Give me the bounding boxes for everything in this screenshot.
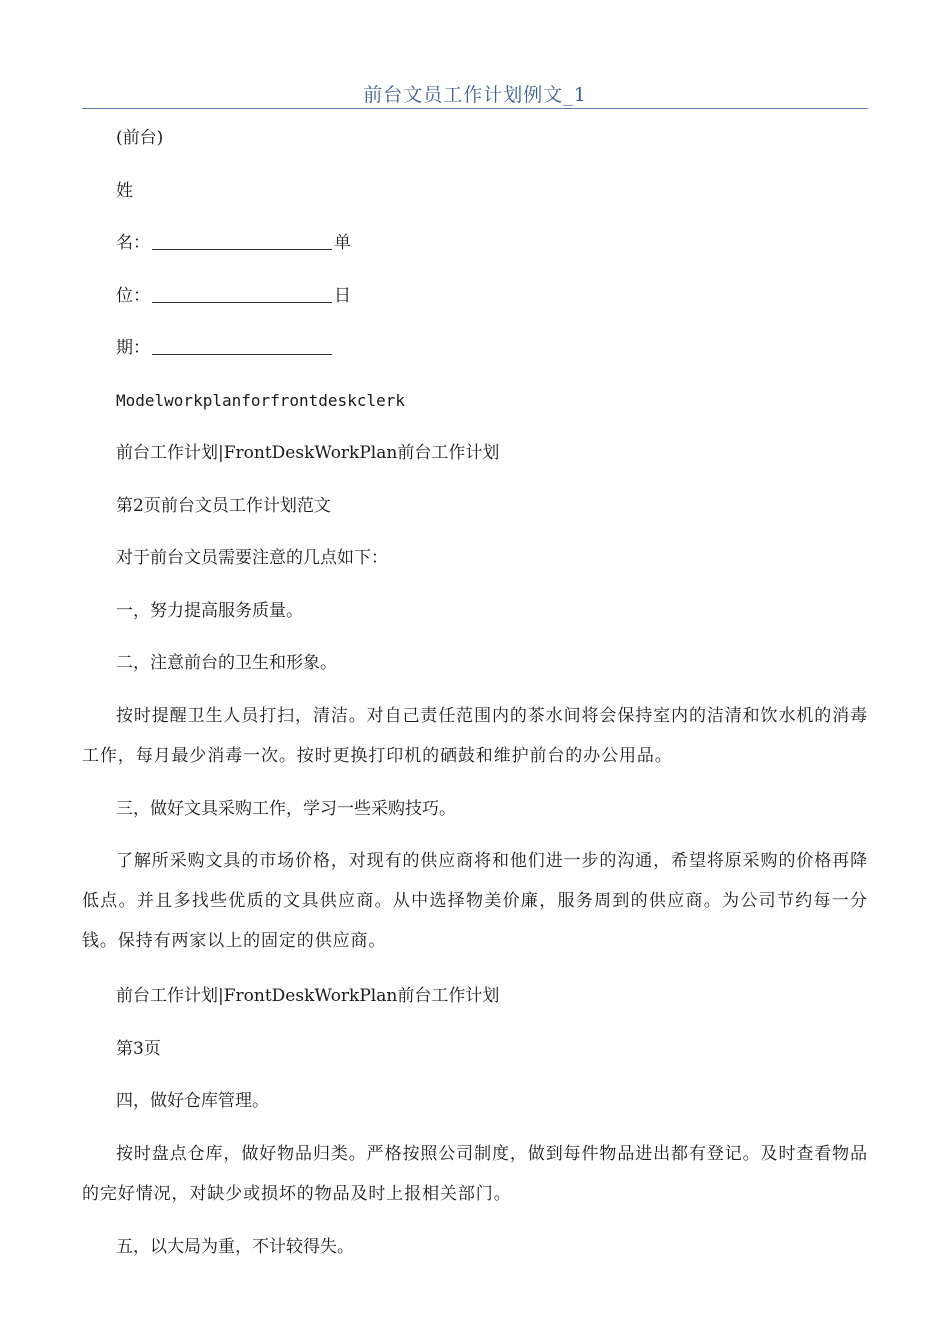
paragraph-point-4: 四，做好仓库管理。 bbox=[116, 1091, 269, 1111]
paragraph-page-3-heading: 第3页 bbox=[116, 1039, 161, 1059]
paragraph-point-2: 二，注意前台的卫生和形象。 bbox=[116, 653, 337, 673]
paragraph-intro: 对于前台文员需要注意的几点如下： bbox=[116, 548, 388, 568]
unit-label: 位： bbox=[116, 286, 150, 306]
paragraph-front-desk: (前台) bbox=[116, 128, 164, 148]
paragraph-name-field bbox=[82, 223, 868, 263]
unit-label-start: 单 bbox=[334, 233, 351, 253]
paragraph-unit-field bbox=[82, 276, 868, 316]
paragraph-page-2-heading: 第2页前台文员工作计划范文 bbox=[116, 496, 331, 516]
name-label: 名： bbox=[116, 233, 150, 253]
paragraph-name-start: 姓 bbox=[116, 181, 133, 201]
document-title: 前台文员工作计划例文_1 bbox=[363, 84, 587, 106]
date-label-start: 日 bbox=[334, 286, 351, 306]
paragraph-point-5: 五，以大局为重，不计较得失。 bbox=[116, 1237, 354, 1257]
name-blank bbox=[152, 231, 332, 250]
paragraph-english-title: Modelworkplanforfrontdeskclerk bbox=[116, 391, 405, 410]
unit-blank bbox=[152, 284, 332, 303]
paragraph-header-line-1: 前台工作计划|FrontDeskWorkPlan前台工作计划 bbox=[116, 443, 500, 463]
date-blank bbox=[152, 336, 332, 355]
paragraph-hygiene-detail: 按时提醒卫生人员打扫，清洁。对自己责任范围内的茶水间将会保持室内的洁清和饮水机的消毒工作，每月最少消毒一次。按时更换打印机的硒鼓和维护前台的办公用品。 bbox=[82, 706, 868, 766]
title-underline bbox=[82, 108, 868, 109]
paragraph-point-3: 三，做好文具采购工作，学习一些采购技巧。 bbox=[116, 799, 456, 819]
paragraph-header-line-2: 前台工作计划|FrontDeskWorkPlan前台工作计划 bbox=[116, 986, 500, 1006]
paragraph-point-1: 一，努力提高服务质量。 bbox=[116, 601, 303, 621]
paragraph-date-field bbox=[82, 328, 868, 368]
paragraph-purchasing-detail: 了解所采购文具的市场价格，对现有的供应商将和他们进一步的沟通，希望将原采购的价格再降低点。并且多找些优质的文具供应商。从中选择物美价廉，服务周到的供应商。为公司节约每一分钱。保持有两家以上的固定的供应商。 bbox=[82, 851, 868, 951]
paragraph-warehouse-detail: 按时盘点仓库，做好物品归类。严格按照公司制度，做到每件物品进出都有登记。及时查看物品的完好情况，对缺少或损坏的物品及时上报相关部门。 bbox=[82, 1144, 868, 1204]
date-label: 期： bbox=[116, 338, 150, 358]
